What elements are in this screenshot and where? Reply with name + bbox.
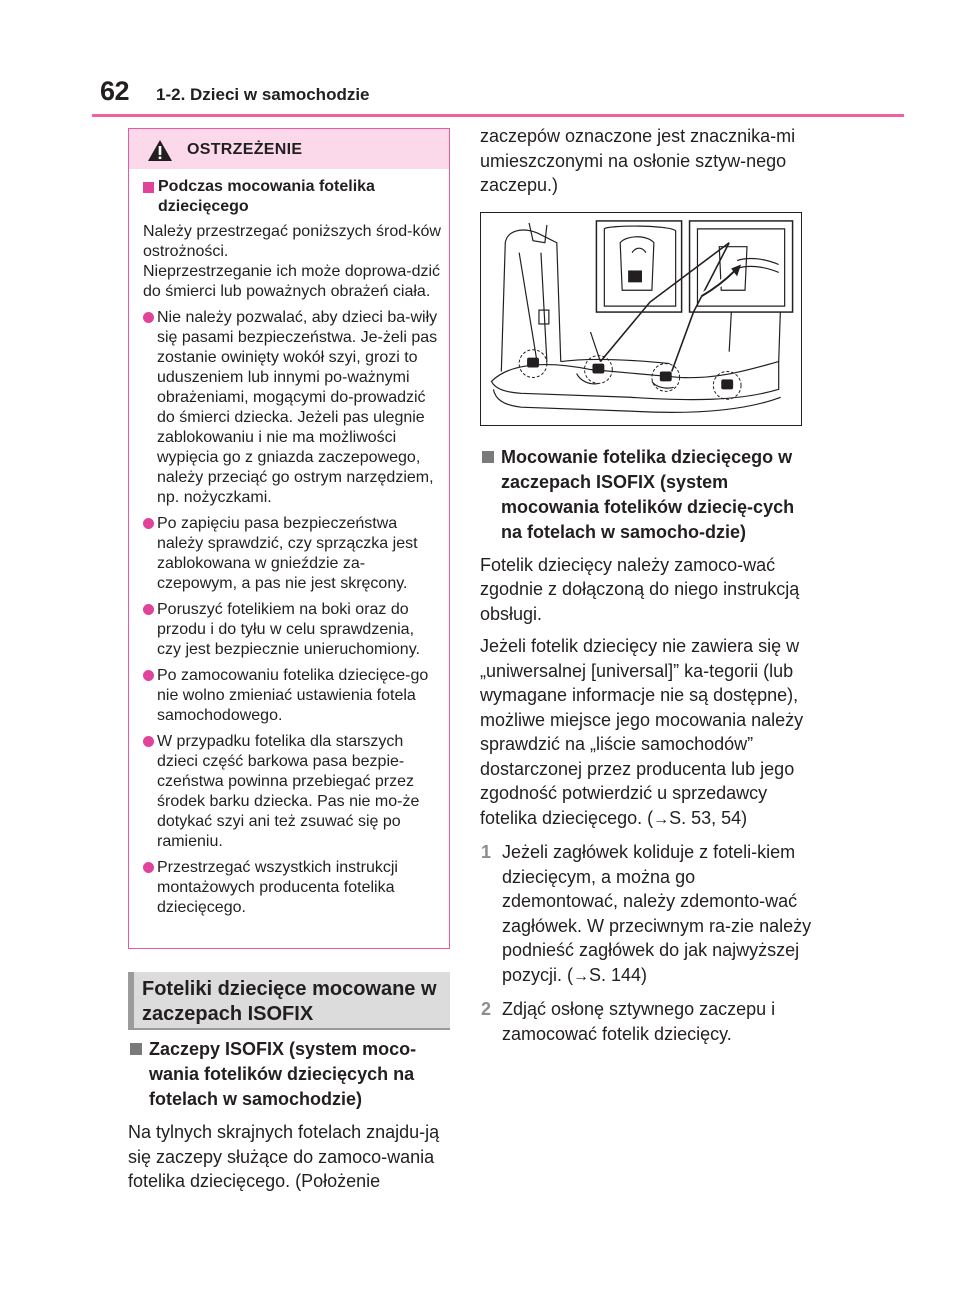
warning-body [129,169,449,918]
warning-bullet-text: Przestrzegać wszystkich instrukcji montażowych producenta fotelika dziecięcego. [157,859,398,916]
isofix-section-title: Foteliki dziecięce mocowane w zaczepach ISOFIX [142,978,437,1025]
isofix-anchors-subheading [128,1037,454,1112]
warning-bullet-text: Po zamocowaniu fotelika dziecięce-go nie wolno zmieniać ustawienia fotela samochodowego. [157,667,429,724]
square-bullet-icon [130,1043,142,1055]
arrow-right-icon: → [573,967,590,985]
step-text: Zdjąć osłonę sztywnego zaczepu i zamocować fotelik dziecięcy. [502,999,776,1044]
step-text: Jeżeli zagłówek koliduje z foteli-kiem dziecięcym, a można go zdemontować, należy zdemonto-wać zagłówek. W przeciwnym ra-zie należy podnieść zagłówek do jak najwyższej pozycji. ( [502,842,812,985]
step-item [480,997,812,1046]
arrow-right-icon: → [653,810,670,828]
left-column-text [128,1037,454,1194]
isofix-section-heading [128,972,450,1030]
isofix-anchors-subheading-text: Zaczepy ISOFIX (system moco-wania fotelików dziecięcych na fotelach w samochodzie) [149,1039,417,1109]
warning-bullet-text: W przypadku fotelika dla starszych dzieci część barkowa pasa bezpie-czeństwa powinna przebiegać przez środek barku dziecka. Pas nie mo-że dotykać szyi ani też zsuwać się po ramieniu. [157,733,420,850]
warning-box [128,128,450,949]
warning-bullet [143,666,441,726]
step-number: 2 [481,999,492,1019]
warning-bullet [143,732,441,852]
warning-intro-1: Należy przestrzegać poniższych środ-ków ostrożności. [143,223,441,260]
step-item [480,840,812,989]
square-bullet-icon [143,182,154,193]
page-number: 62 [100,76,130,106]
isofix-mounting-subheading-text: Mocowanie fotelika dziecięcego w zaczepach ISOFIX (system mocowania fotelików dziecię-cych na fotelach w samocho-dzie) [501,446,795,542]
warning-subheading-text: Podczas mocowania fotelika dziecięcego [158,178,375,215]
isofix-mounting-subheading [480,445,812,545]
isofix-anchors-text: Na tylnych skrajnych fotelach znajdu-ją się zaczepy służące do zamoco-wania fotelika dziecięcego. (Położenie [128,1122,440,1191]
mounting-paragraph-1: Fotelik dziecięcy należy zamoco-wać zgodnie z dołączoną do niego instrukcją obsługi. [480,554,800,624]
warning-bullet-text: Poruszyć fotelikiem na boki oraz do przodu i do tyłu w celu sprawdzenia, czy jest bezpiecznie unieruchomiony. [157,601,420,658]
page-header [100,76,910,116]
isofix-anchor-illustration [480,212,802,426]
section-title: 1-2. Dzieci w samochodzie [156,85,370,104]
circle-bullet-icon [143,736,154,747]
page-reference-link[interactable]: S. 53, 54) [669,807,748,828]
right-column [480,124,812,1046]
mounting-paragraph-2 [480,634,812,832]
warning-triangle-icon [147,139,173,162]
page-reference-link[interactable]: S. 144) [589,964,648,985]
warning-bullet [143,600,441,660]
warning-title: OSTRZEŻENIE [187,141,303,158]
warning-intro-2: Nieprzestrzeganie ich może doprowa-dzić do śmierci lub poważnych obrażeń ciała. [143,263,441,300]
warning-bullet [143,858,441,918]
warning-intro [143,222,441,302]
warning-bullet-text: Nie należy pozwalać, aby dzieci ba-wiły się pasami bezpieczeństwa. Je-żeli pas zostanie owinięty wokół szyi, grozi to uduszeniem lub innymi po-ważnymi obrażeniami, mogącymi do-prowadzić do śmierci dziecka. Jeżeli pas ulegnie zablokowaniu i nie ma możliwości wypięcia go z gniazda zaczepowego, należy przeciąć go ostrym narzędziem, np. nożyczkami. [157,309,438,506]
warning-subheading [143,177,441,217]
warning-header [129,129,449,169]
heading-accent-bar [128,972,134,1028]
square-bullet-icon [482,451,494,463]
warning-bullet [143,514,441,594]
header-divider [92,114,904,117]
continued-text: zaczepów oznaczone jest znacznika-mi umieszczonymi na osłonie sztyw-nego zaczepu.) [480,126,796,195]
warning-bullet [143,308,441,508]
circle-bullet-icon [143,312,154,323]
step-number: 1 [481,842,492,862]
circle-bullet-icon [143,518,154,529]
circle-bullet-icon [143,604,154,615]
mounting-paragraph-2-text: Jeżeli fotelik dziecięcy nie zawiera się w „uniwersalnej [universal]” ka-tegorii (lub wymagane informacje nie są dostępne), możliwe miejsce jego mocowania należy sprawdzić na „liście samochodów” dostarczonej przez producenta lub jego zgodność potwierdzić u sprzedawcy fotelika dziecięcego. ( [480,636,804,828]
circle-bullet-icon [143,862,154,873]
circle-bullet-icon [143,670,154,681]
warning-bullet-text: Po zapięciu pasa bezpieczeństwa należy sprawdzić, czy sprzączka jest zablokowana w gnieździe za-czepowym, a pas nie jest skręcony. [157,515,418,592]
